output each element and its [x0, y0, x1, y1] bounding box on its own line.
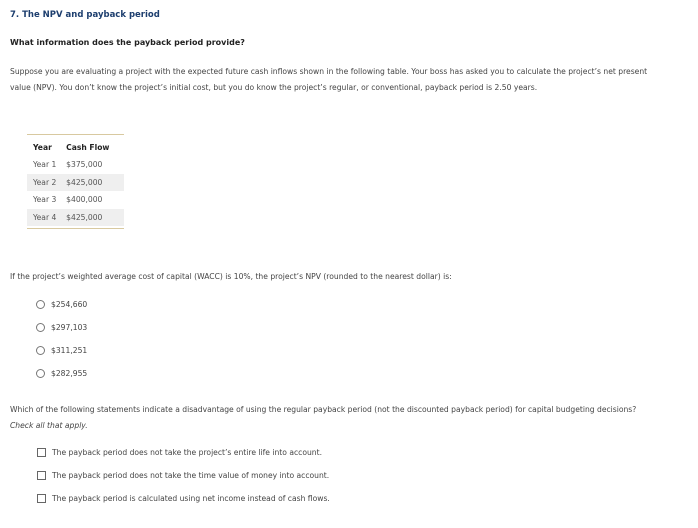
statement-option-2[interactable]: [37, 471, 329, 480]
cash-cell: $425,000: [66, 209, 124, 227]
option-label: The payback period does not take the project’s entire life into account.: [52, 448, 323, 457]
section-title: 7. The NPV and payback period: [10, 10, 160, 20]
cash-cell: $400,000: [66, 195, 103, 205]
npv-option-2[interactable]: [36, 323, 87, 332]
statement-option-1[interactable]: [37, 448, 322, 457]
header-cash-flow: Cash Flow: [66, 143, 110, 152]
checkbox-icon[interactable]: [37, 471, 46, 480]
radio-icon[interactable]: [36, 300, 45, 309]
option-label: $282,955: [51, 369, 88, 378]
year-cell: Year 4: [27, 209, 66, 227]
cash-flow-table: [27, 134, 124, 229]
option-label: $311,251: [51, 346, 88, 355]
npv-question: If the project’s weighted average cost of capital (WACC) is 10%, the project’s NPV (rounded to the nearest dollar) is:: [10, 272, 452, 281]
statement-option-3[interactable]: [37, 494, 330, 503]
year-cell: Year 3: [33, 195, 57, 205]
intro-paragraph: Suppose you are evaluating a project with the expected future cash inflows shown in the following table. Your boss has asked you to calculate the project’s net present value (NPV). You don’t know the project’s initial cost, but you do know the project’s regular, or conventional, payback period is 2.50 years.: [10, 67, 648, 92]
disadvantage-question: [10, 402, 650, 434]
year-cell: Year 1: [33, 160, 57, 170]
table-row: [27, 174, 124, 192]
npv-option-4[interactable]: [36, 369, 87, 378]
checkbox-icon[interactable]: [37, 448, 46, 457]
option-label: $297,103: [51, 323, 88, 332]
radio-icon[interactable]: [36, 369, 45, 378]
question-text: Which of the following statements indicate a disadvantage of using the regular payback period (not the discounted payback period) for capital budgeting decisions?: [10, 405, 637, 414]
checkbox-icon[interactable]: [37, 494, 46, 503]
subheading: What information does the payback period provide?: [10, 38, 245, 47]
option-label: The payback period does not take the time value of money into account.: [52, 471, 330, 480]
npv-option-3[interactable]: [36, 346, 87, 355]
radio-icon[interactable]: [36, 323, 45, 332]
question-instruction: Check all that apply.: [10, 421, 88, 430]
option-label: $254,660: [51, 300, 88, 309]
cash-cell: $425,000: [66, 174, 124, 192]
radio-icon[interactable]: [36, 346, 45, 355]
npv-option-1[interactable]: [36, 300, 87, 309]
table-row: [27, 191, 124, 209]
cash-cell: $375,000: [66, 160, 103, 170]
table-row: [27, 209, 124, 227]
option-label: The payback period is calculated using net income instead of cash flows.: [52, 494, 330, 503]
year-cell: Year 2: [27, 174, 66, 192]
header-year: Year: [33, 143, 52, 152]
table-row: [27, 156, 124, 174]
